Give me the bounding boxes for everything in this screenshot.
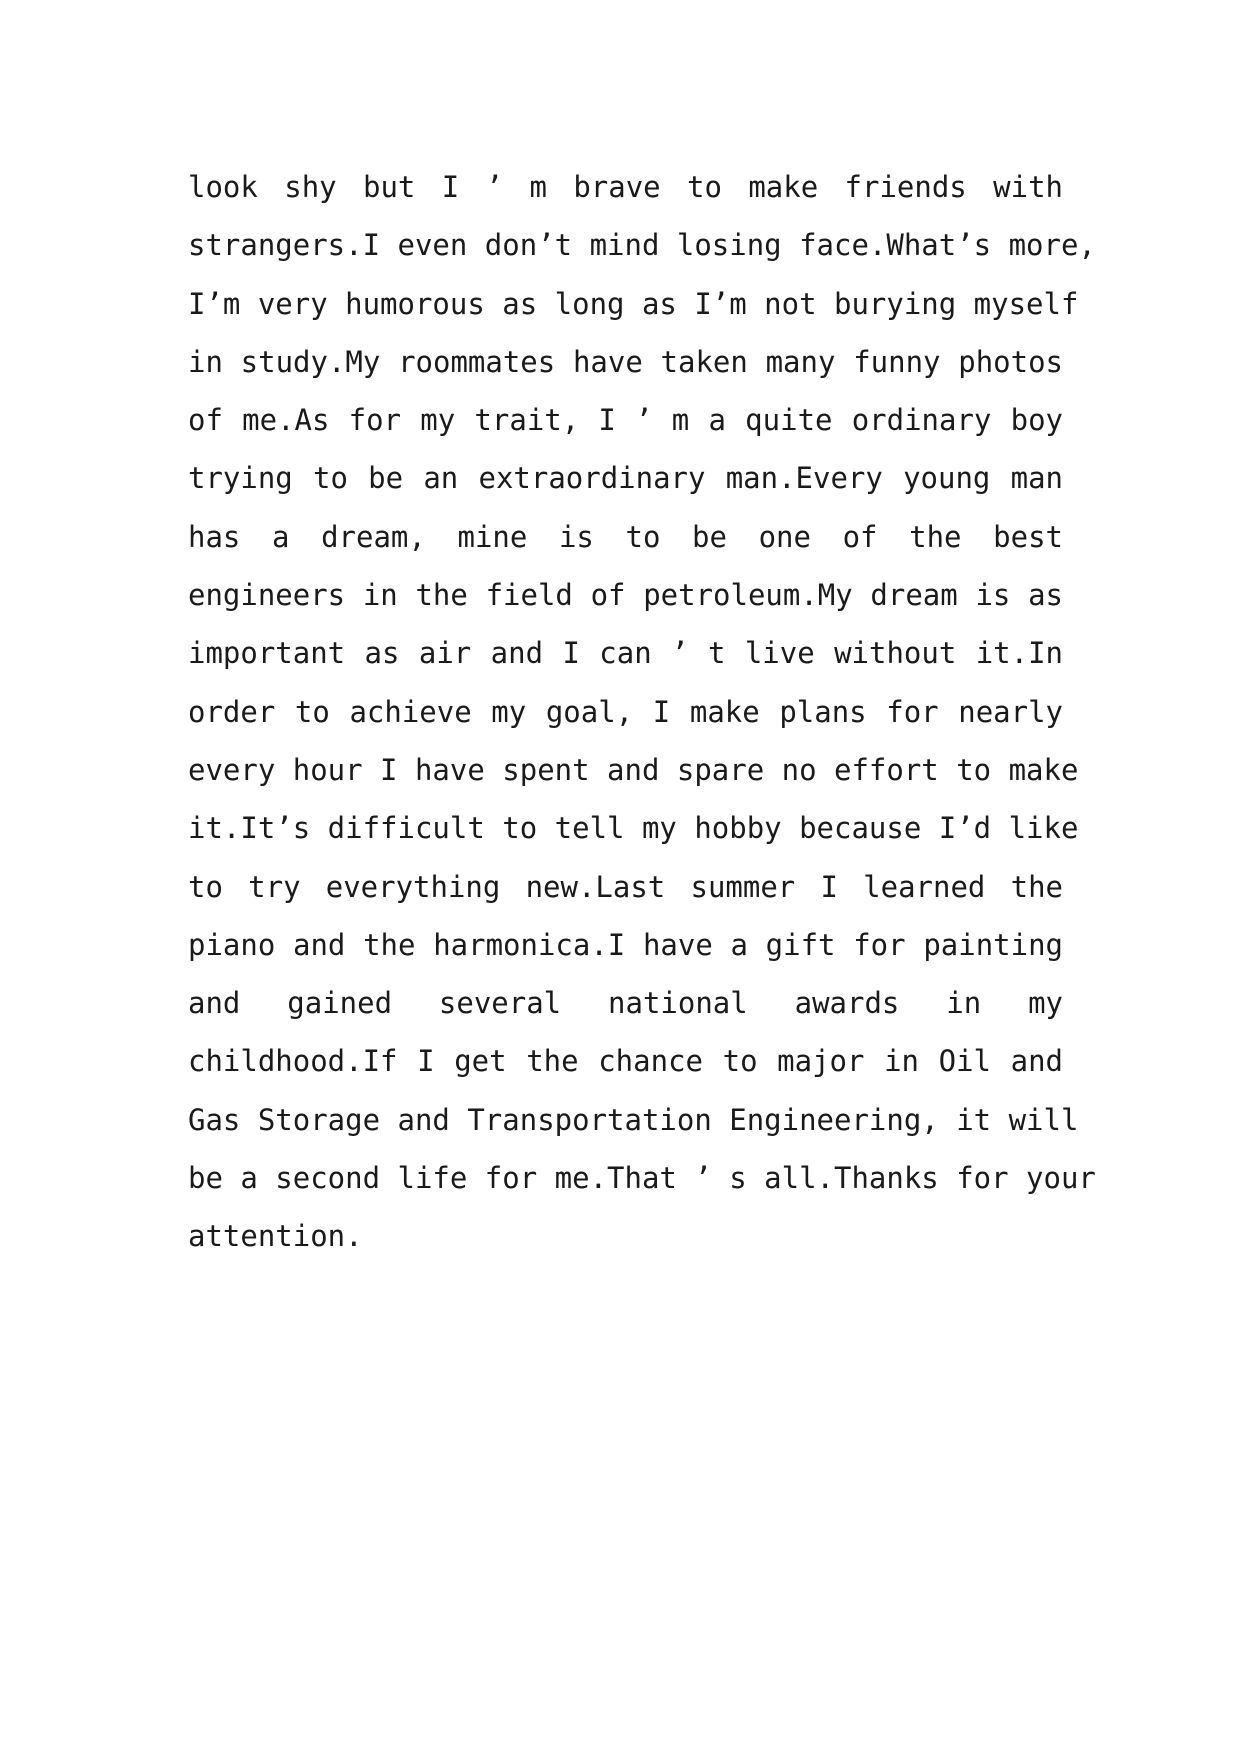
text-line-16: childhood.If I get the chance to major in Oil and (188, 1044, 1063, 1079)
text-line-18: be a second life for me.That ’ s all.Thanks for your (188, 1161, 1096, 1196)
text-line-17: Gas Storage and Transportation Engineering, it will (188, 1102, 1079, 1137)
text-line-5: of me.As for my trait, I ’ m a quite ordinary boy (188, 403, 1063, 438)
text-line-8: engineers in the field of petroleum.My dream is as (188, 578, 1063, 613)
text-line-13: to try everything new.Last summer I learned the (188, 869, 1063, 904)
body-paragraph (188, 158, 1096, 1266)
text-line-7: has a dream, mine is to be one of the best (188, 519, 1063, 554)
text-line-1: look shy but I ’ m brave to make friends with (188, 170, 1063, 204)
text-line-3: I’m very humorous as long as I’m not burying myself (188, 286, 1079, 321)
text-line-11: every hour I have spent and spare no effort to make (188, 752, 1079, 787)
text-line-15: and gained several national awards in my (188, 986, 1063, 1021)
text-line-10: order to achieve my goal, I make plans for nearly (188, 694, 1063, 729)
text-line-2: strangers.I even don’t mind losing face.What’s more, (188, 228, 1096, 263)
text-line-9: important as air and I can ’ t live without it.In (188, 636, 1063, 671)
text-line-14: piano and the harmonica.I have a gift for painting (188, 927, 1063, 962)
text-line-6: trying to be an extraordinary man.Every young man (188, 461, 1063, 496)
text-line-4: in study.My roommates have taken many funny photos (188, 344, 1063, 379)
text-line-19: attention. (188, 1219, 363, 1254)
text-line-12: it.It’s difficult to tell my hobby because I’d like (188, 811, 1079, 846)
